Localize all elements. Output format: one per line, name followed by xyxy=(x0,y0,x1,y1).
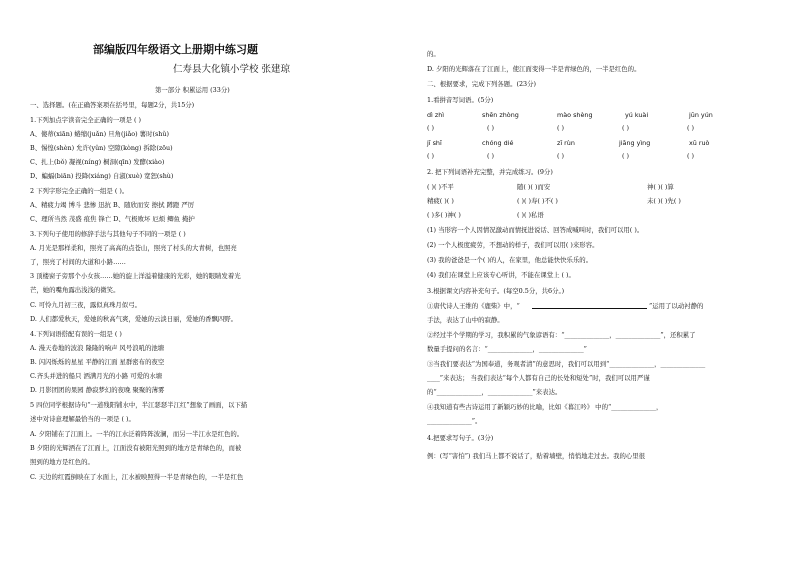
idiom-item: 随( )( )而安 xyxy=(517,183,551,191)
answer-box[interactable]: ( ) xyxy=(427,152,435,160)
answer-box[interactable]: ( ) xyxy=(622,124,630,132)
fill-4: (4) 我们在课堂上应该专心听讲，不能在课堂上 ( )。 xyxy=(427,271,575,279)
q1-option-d: D、蝙蝠(biān) 投降(xiáng) 自淑(xuè) 宽恕(shù) xyxy=(30,172,174,180)
recall-2-cont: 数量手提问的名言：“______________，______________” xyxy=(427,345,587,353)
continuation-text: 的。 xyxy=(427,50,440,58)
idiom-item: 神( )( )算 xyxy=(647,183,674,191)
page-title: 部编版四年级语文上册期中练习题 xyxy=(93,43,258,56)
q4-option-a: A. 漫天卷地的波浪 隆隆的响声 风号浪吼的池塘 xyxy=(30,344,165,352)
answer-blank[interactable] xyxy=(532,302,647,309)
pinyin-item: zī rùn xyxy=(557,139,575,147)
q3-option-b-line2: 芒，她的嘴角露出浅浅的微笑。 xyxy=(30,286,120,294)
q4-option-c: C.齐头并进的船只 洒满月光的小路 可爱的水塘 xyxy=(30,372,163,380)
q5-option-a: A. 夕阳铺在了江面上。一半的江水泛着阵阵波澜，而另一半江水是红色的。 xyxy=(30,430,244,438)
q2-options-cd: C、理所当然 茂盛 痕焦 锋亡 D、气极败坏 厄烦 鲫鱼 掩护 xyxy=(30,215,195,223)
idiom-question: 2. 把下列词语补充完整，并完成练习。(9分) xyxy=(427,168,553,176)
recall-4-cont: ______________”。 xyxy=(427,417,482,425)
question-3: 3.下列句子使用的修辞手法与其他句子不同的一项是 ( ) xyxy=(30,230,186,238)
answer-box[interactable]: ( ) xyxy=(687,124,695,132)
question-1: 1.下列加点字读音完全正确的一项是 ( ) xyxy=(30,116,142,124)
idiom-item: ( )( )私语 xyxy=(517,211,544,219)
answer-box[interactable]: ( ) xyxy=(487,152,495,160)
idiom-item: 未( )( )先( ) xyxy=(647,197,681,205)
q3-option-c: C. 可怜九月初三夜，露似真珠月似弓。 xyxy=(30,301,141,309)
q4-option-b: B. 闪闪烁烁的星星 平静的江面 星群密布的夜空 xyxy=(30,358,165,366)
q3-option-a-line2: 了，照亮了村间的大道和小路…… xyxy=(30,258,126,266)
section1-heading: 一、选择题。(在正确答案项在括号里，每题2分，共15分) xyxy=(30,101,195,109)
q5-option-b-line2: 照到的地方是红色的。 xyxy=(30,458,94,466)
recall-4: ④我知道有些古诗运用了新颖巧妙的比喻，比如《暮江吟》 中的“______________， xyxy=(427,403,663,411)
recall-question: 3.根据课文内容补充句子。(每空0.5分，共6分。) xyxy=(427,287,565,295)
rewrite-example: 例：(写“害怕”) 我们马上都不说话了，贴着墙壁，悄悄地走过去。我的心里很 xyxy=(427,452,646,460)
page-subtitle: 仁寿县大化镇小学校 张建琼 xyxy=(173,64,291,75)
question-2: 2 下列字形完全正确的一组是 ( )。 xyxy=(30,187,129,195)
q1-option-a: A、傻蒂(xiān) 蜷缩(juǎn) 旦角(jiǎo) 薯时(shǔ) xyxy=(30,130,169,138)
fill-3: (3) 我的爸爸是一个( )的人，在家里，他总能快快乐乐的。 xyxy=(427,256,593,264)
idiom-item: ( )多( )神( ) xyxy=(427,211,461,219)
idiom-item: ( )( )不平 xyxy=(427,183,454,191)
recall-3: ③当我们要表达“为国奉道，务观者清”的意思时，我们可以用到“______________，______________ xyxy=(427,360,706,368)
fill-2: (2) 一个人极度疲劳，不想动的样子，我们可以用( )来形容。 xyxy=(427,241,599,249)
pinyin-item: xū ruò xyxy=(689,139,710,147)
q3-option-b-line1: 3 顶楼窗子旁那个小女孩……她的旋上洋溢着健康的光彩，她的眼睛发着光 xyxy=(30,272,241,280)
recall-2: ②经过半个学期的学习，我积累的气象谚语有：“______________，______________”，还积累了 xyxy=(427,331,696,339)
q1-option-b: B、惕惶(shèn) 允许(yǔn) 空隙(kòng) 拆除(zōu) xyxy=(30,144,173,152)
q5-option-b-line1: B 夕阳的光辉洒在了江面上，江面没有被阳光照到的地方是青绿色的，而被 xyxy=(30,444,242,452)
q1-option-c: C、扎上(bǒ) 凝视(níng) 桐洞(qīn) 发酵(xiào) xyxy=(30,158,165,166)
fill-1: (1) 当形容一个人因情况激动而情抚进说话、回答成喊叫时，我们可以用( )。 xyxy=(427,226,644,234)
recall-3-cont: ____”来表达； 当我们表达“每个人都有自己的长处和短处”时，我们可以用严谨 xyxy=(427,374,650,382)
q3-option-a-line1: A. 月光是那样柔和，照亮了高高的点苍山，照亮了村头的大青树，也照亮 xyxy=(30,244,237,252)
answer-box[interactable]: ( ) xyxy=(487,124,495,132)
pinyin-item: dì zhì xyxy=(427,111,445,119)
recall-1-end: ”运用了以动衬静的 xyxy=(649,302,704,310)
pinyin-item: jūn yún xyxy=(689,111,713,119)
q2-options-ab: A、精疲力竭 博斗 悲惨 迅抗 B、随欣而安 擦拭 蹲蹬 严厉 xyxy=(30,201,195,209)
pinyin-item: mào shèng xyxy=(557,111,593,119)
right-column xyxy=(397,0,794,561)
answer-box[interactable]: ( ) xyxy=(557,152,565,160)
pinyin-item: shēn zhòng xyxy=(482,111,519,119)
pinyin-item: yú kuài xyxy=(625,111,649,119)
recall-1-start: ①唐代诗人王维的《鹿柴》中，“ xyxy=(427,302,520,310)
question-5-line2: 述中对诗意理解最恰当的一项是 ( )。 xyxy=(30,415,135,423)
question-4: 4.下列词语搭配有误的一组是 ( ) xyxy=(30,330,122,338)
rewrite-question: 4.把要求写句子。(3分) xyxy=(427,434,494,442)
answer-box[interactable]: ( ) xyxy=(622,152,630,160)
question-5-line1: 5 四位同学根据诗句“一道残阳铺水中，半江瑟瑟半江红”想象了画面，以下描 xyxy=(30,401,248,409)
idiom-item: ( )( )寿( )不( ) xyxy=(517,197,558,205)
recall-1-cont: 手法，表达了山中的寂静。 xyxy=(427,316,504,324)
pinyin-question: 1.看拼音写词语。(5分) xyxy=(427,96,494,104)
recall-3-end: 的“______________，______________”来表达。 xyxy=(427,388,562,396)
q4-option-d: D. 月影团团的果园 静寂梦幻的夜晚 聚聚的薄雾 xyxy=(30,386,165,394)
pinyin-item: jī shī xyxy=(427,139,442,147)
q5-option-c: C. 天边的红霞倒映在了水面上，江水被映照得一半是青绿色的，一半是红色 xyxy=(30,473,244,481)
answer-box[interactable]: ( ) xyxy=(557,124,565,132)
part1-heading: 第一部分 积累运用 (33分) xyxy=(155,86,230,94)
pinyin-item: chóng dié xyxy=(482,139,514,147)
idiom-item: 精疲( )( ) xyxy=(427,197,454,205)
q5-option-d: D. 夕阳的光辉落在了江面上，使江面变得一半是青绿色的，一半是红色的。 xyxy=(427,65,641,73)
section2-heading: 二、根据要求，完成下列各题。(23分) xyxy=(427,80,536,88)
pinyin-item: jiāng yìng xyxy=(619,139,651,147)
q3-option-d: D. 人们都爱秋天，爱她的秋高气爽，爱她的云淡日丽，爱她的香飘四野。 xyxy=(30,315,238,323)
answer-box[interactable]: ( ) xyxy=(687,152,695,160)
answer-box[interactable]: ( ) xyxy=(427,124,435,132)
